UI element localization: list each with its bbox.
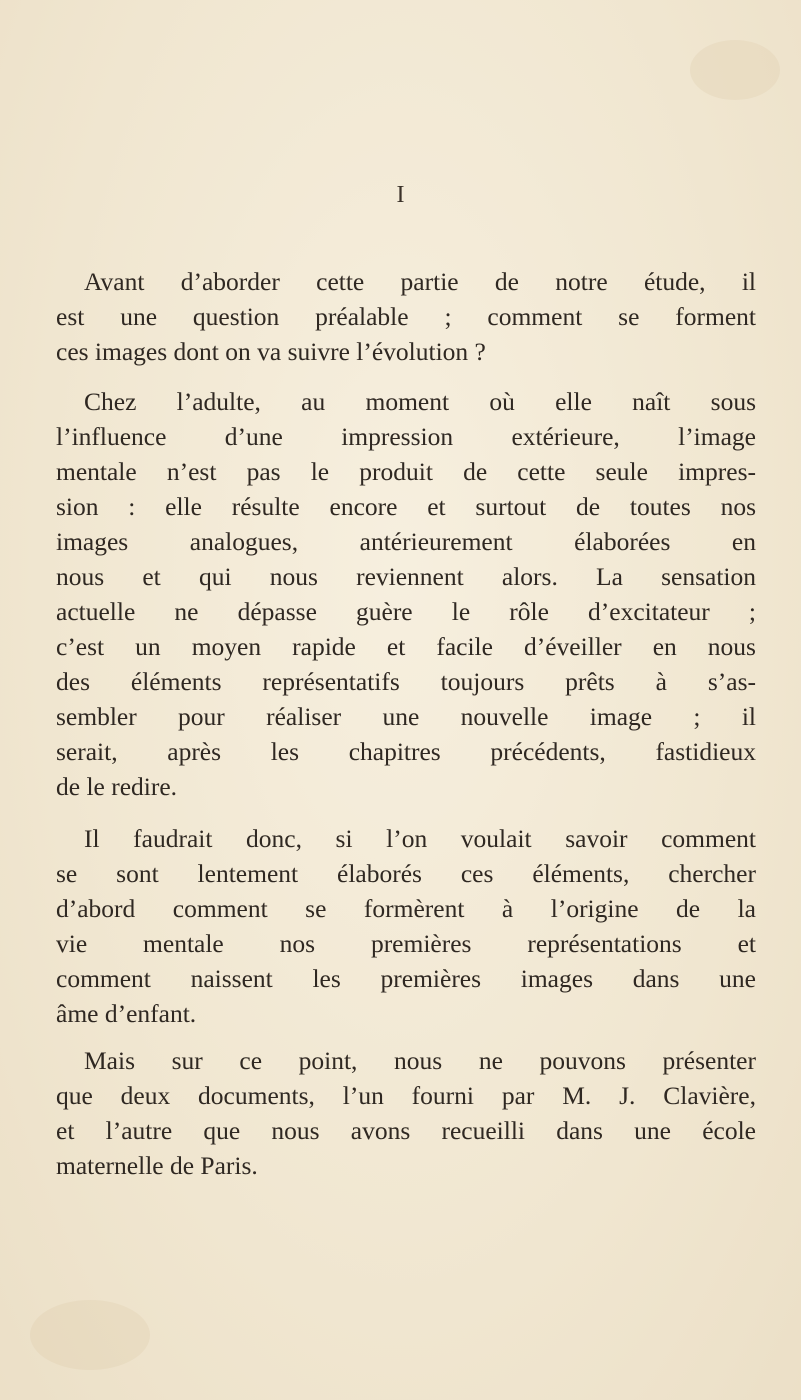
text-line: serait, après les chapitres précédents, fastidieux bbox=[56, 737, 756, 766]
text-line: c’est un moyen rapide et facile d’éveiller en nous bbox=[56, 632, 756, 661]
text-line: et l’autre que nous avons recueilli dans une école bbox=[56, 1116, 756, 1145]
text-line: comment naissent les premières images dans une bbox=[56, 964, 756, 993]
text-line: Avant d’aborder cette partie de notre étude, il bbox=[84, 267, 756, 296]
paragraph-2 bbox=[56, 384, 756, 804]
text-line: Chez l’adulte, au moment où elle naît sous bbox=[84, 387, 756, 416]
section-number: I bbox=[396, 182, 405, 208]
text-line: mentale n’est pas le produit de cette seule impres- bbox=[56, 457, 756, 486]
paper-stain bbox=[690, 40, 780, 100]
paragraph-1 bbox=[56, 264, 756, 369]
text-line: maternelle de Paris. bbox=[56, 1151, 258, 1180]
paragraph-3 bbox=[56, 821, 756, 1031]
text-line: sion : elle résulte encore et surtout de toutes nos bbox=[56, 492, 756, 521]
text-line: se sont lentement élaborés ces éléments, chercher bbox=[56, 859, 756, 888]
paragraph-4 bbox=[56, 1043, 756, 1183]
text-line: de le redire. bbox=[56, 772, 178, 801]
text-line: images analogues, antérieurement élaborées en bbox=[56, 527, 756, 556]
text-line: actuelle ne dépasse guère le rôle d’excitateur ; bbox=[56, 597, 756, 626]
text-line: âme d’enfant. bbox=[56, 999, 197, 1028]
text-line: Mais sur ce point, nous ne pouvons présenter bbox=[84, 1046, 756, 1075]
paper-stain bbox=[30, 1300, 150, 1370]
text-line: Il faudrait donc, si l’on voulait savoir comment bbox=[84, 824, 756, 853]
text-line: d’abord comment se formèrent à l’origine de la bbox=[56, 894, 756, 923]
text-line: sembler pour réaliser une nouvelle image ; il bbox=[56, 702, 756, 731]
text-line: des éléments représentatifs toujours prêts à s’as- bbox=[56, 667, 756, 696]
text-line: est une question préalable ; comment se forment bbox=[56, 302, 756, 331]
text-line: nous et qui nous reviennent alors. La sensation bbox=[56, 562, 756, 591]
text-line: vie mentale nos premières représentations et bbox=[56, 929, 756, 958]
text-line: ces images dont on va suivre l’évolution ? bbox=[56, 337, 486, 366]
text-line: l’influence d’une impression extérieure, l’image bbox=[56, 422, 756, 451]
text-line: que deux documents, l’un fourni par M. J. Clavière, bbox=[56, 1081, 756, 1110]
